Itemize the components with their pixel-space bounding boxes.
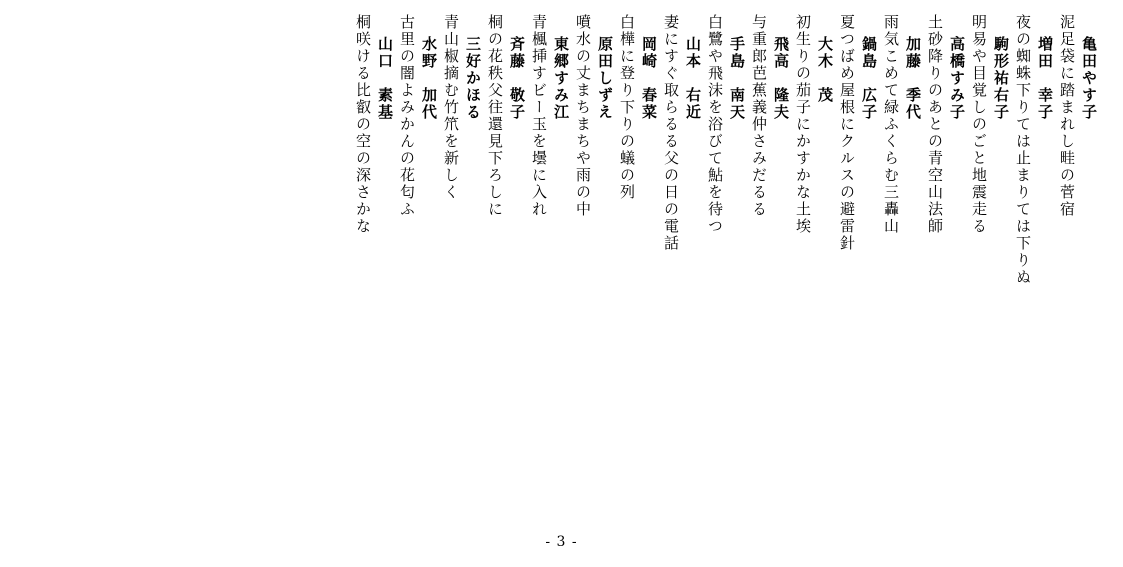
haiku-entry	[789, 14, 833, 235]
author-name: 三好かほる	[464, 36, 482, 121]
author-name: 山口 素基	[376, 36, 394, 121]
haiku-entry	[481, 14, 525, 218]
haiku-line: 白樺に登り下りの蟻の列	[618, 14, 636, 201]
haiku-entry	[701, 14, 745, 235]
haiku-line: 桐の花秩父往還見下ろしに	[486, 14, 504, 218]
haiku-line: 古里の闇よみかんの花匂ふ	[398, 14, 416, 218]
haiku-columns	[349, 14, 1097, 524]
author-name: 亀田やす子	[1080, 36, 1098, 121]
author-name: 岡崎 春菜	[640, 36, 658, 121]
author-name: 斉藤 敬子	[508, 36, 526, 121]
author-name: 山本 右近	[684, 36, 702, 121]
page-number: - 3 -	[545, 534, 578, 550]
haiku-line: 青楓挿すビー玉を壜に入れ	[530, 14, 548, 218]
haiku-line: 白鷺や飛沫を浴びて鮎を待つ	[706, 14, 724, 235]
author-name: 高橋すみ子	[948, 36, 966, 121]
haiku-entry	[1009, 14, 1053, 286]
author-name: 水野 加代	[420, 36, 438, 121]
haiku-entry	[921, 14, 965, 235]
haiku-entry	[525, 14, 569, 218]
haiku-line: 明易や目覚しのごと地震走る	[970, 14, 988, 235]
haiku-entry	[833, 14, 877, 252]
author-name: 増田 幸子	[1036, 36, 1054, 121]
haiku-line: 与重郎芭蕉義仲さみだるる	[750, 14, 768, 218]
haiku-line: 桐咲ける比叡の空の深さかな	[354, 14, 372, 235]
haiku-entry	[745, 14, 789, 218]
haiku-entry	[877, 14, 921, 235]
haiku-entry	[393, 14, 437, 218]
haiku-line: 青山椒摘む竹笊を新しく	[442, 14, 460, 201]
haiku-entry	[437, 14, 481, 201]
haiku-line: 初生りの茄子にかすかな土埃	[794, 14, 812, 235]
haiku-entry	[657, 14, 701, 252]
author-name: 駒形祐右子	[992, 36, 1010, 121]
haiku-entry	[349, 14, 393, 235]
author-name: 大木 茂	[816, 36, 834, 104]
haiku-line: 土砂降りのあとの青空山法師	[926, 14, 944, 235]
haiku-line: 妻にすぐ取らるる父の日の電話	[662, 14, 680, 252]
author-name: 飛高 隆夫	[772, 36, 790, 121]
author-name: 加藤 季代	[904, 36, 922, 121]
author-name: 鍋島 広子	[860, 36, 878, 121]
haiku-line: 夜の蜘蛛下りては止まりては下りぬ	[1014, 14, 1032, 286]
haiku-entry	[569, 14, 613, 218]
author-name: 原田しずえ	[596, 36, 614, 121]
author-name: 東郷すみ江	[552, 36, 570, 121]
haiku-entry	[1053, 14, 1097, 218]
haiku-line: 雨気こめて緑ふくらむ三轟山	[882, 14, 900, 235]
haiku-line: 夏つばめ屋根にクルスの避雷針	[838, 14, 856, 252]
author-name: 手島 南天	[728, 36, 746, 121]
haiku-line: 噴水の丈まちまちや雨の中	[574, 14, 592, 218]
haiku-entry	[965, 14, 1009, 235]
haiku-line: 泥足袋に踏まれし畦の菅宿	[1058, 14, 1076, 218]
haiku-entry	[613, 14, 657, 201]
